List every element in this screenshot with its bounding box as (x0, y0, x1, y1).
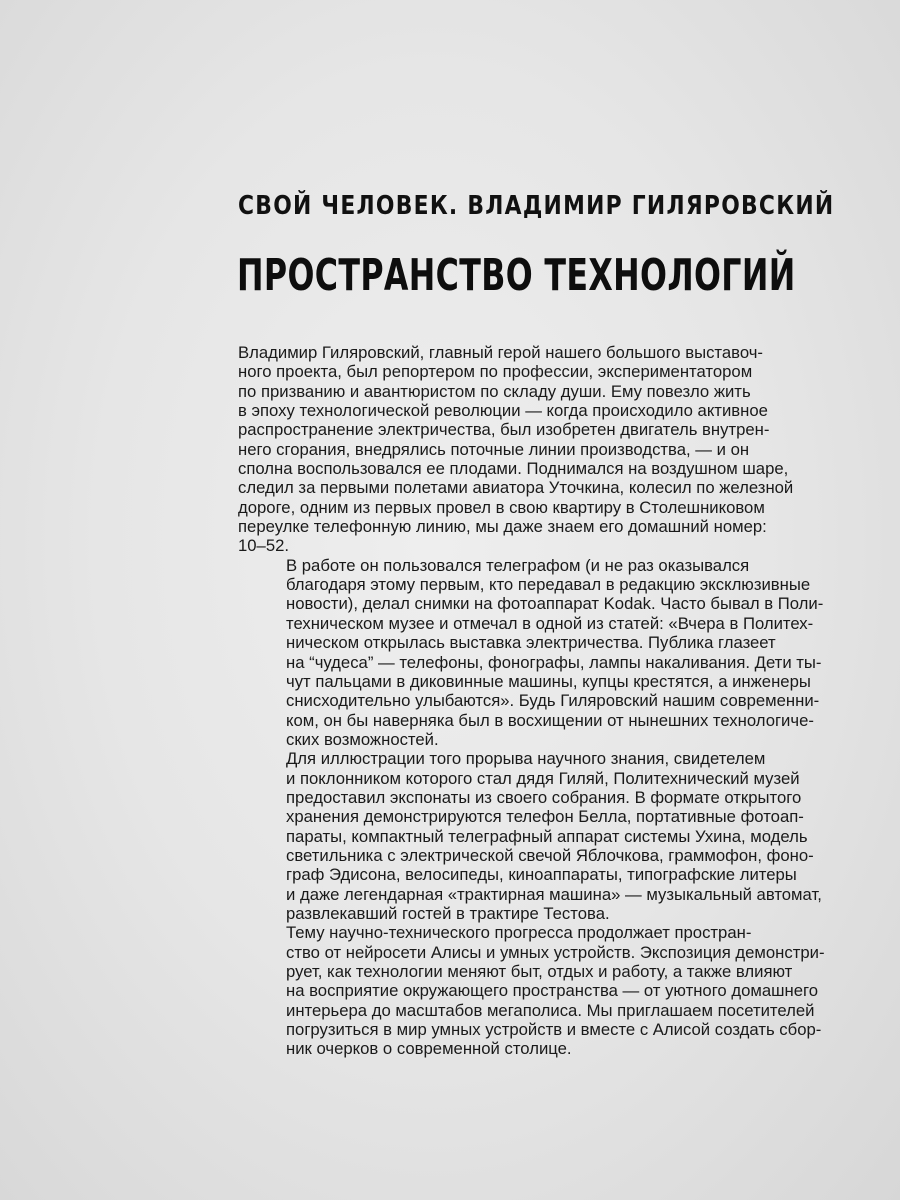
text-line: техническом музее и отмечал в одной из статей: «Вчера в Политех- (286, 613, 814, 633)
text-line: ство от нейросети Алисы и умных устройств. Экспозиция демонстри- (286, 942, 825, 962)
text-line: на “чудеса” — телефоны, фонографы, лампы накаливания. Дети ты- (286, 652, 822, 672)
text-line: ник очерков о современной столице. (286, 1039, 572, 1059)
text-line: чут пальцами в диковинные машины, купцы крестятся, а инженеры (286, 671, 811, 691)
text-line: рует, как технологии меняют быт, отдых и работу, а также влияют (286, 962, 793, 981)
text-line: и поклонником которого стал дядя Гиляй, Политехнический музей (286, 768, 800, 788)
paragraph-intro (238, 343, 794, 556)
text-line: сполна воспользовался ее плодами. Поднимался на воздушном шаре, (238, 459, 789, 479)
text-line: Для иллюстрации того прорыва научного знания, свидетелем (286, 749, 766, 769)
text-line: в эпоху технологической революции — когда происходило активное (238, 401, 768, 421)
text-line: переулке телефонную линию, мы даже знаем его домашний номер: (238, 517, 767, 537)
exhibition-subtitle: СВОЙ ЧЕЛОВЕК. ВЛАДИМИР ГИЛЯРОВСКИЙ (238, 191, 835, 221)
text-line: светильника с электрической свечой Яблочкова, граммофон, фоно- (286, 845, 814, 865)
paragraph-exhibits (238, 749, 822, 923)
text-line: следил за первыми полетами авиатора Уточкина, колесил по железной (238, 478, 794, 498)
text-line: распространение электричества, был изобретен двигатель внутрен- (238, 420, 770, 440)
text-line: граф Эдисона, велосипеды, киноаппараты, типографские литеры (286, 865, 797, 885)
body-text (238, 343, 825, 1059)
text-line: Владимир Гиляровский, главный герой нашего большого выставоч- (238, 343, 763, 362)
exhibition-title: ПРОСТРАНСТВО ТЕХНОЛОГИЙ (237, 250, 796, 301)
text-line: ного проекта, был репортером по профессии, экспериментатором (238, 362, 753, 382)
text-line: благодаря этому первым, кто передавал в редакцию эксклюзивные (286, 575, 811, 595)
text-line: на восприятие окружающего пространства — от уютного домашнего (286, 981, 819, 1001)
text-line: 10–52. (238, 536, 290, 556)
text-line: В работе он пользовался телеграфом (и не раз оказывался (286, 555, 750, 575)
text-line: предоставил экспонаты из своего собрания. В формате открытого (286, 787, 802, 807)
text-line: интерьера до масштабов мегаполиса. Мы приглашаем посетителей (286, 1000, 815, 1020)
paragraph-alice (238, 923, 825, 1059)
text-line: параты, компактный телеграфный аппарат системы Ухина, модель (286, 826, 808, 846)
text-line: хранения демонстрируются телефон Белла, портативные фотоап- (286, 807, 804, 827)
text-line: по призванию и авантюристом по складу души. Ему повезло жить (238, 381, 751, 401)
text-line: Тему научно-технического прогресса продолжает простран- (286, 923, 752, 943)
text-line: снисходительно улыбаются». Будь Гиляровский нашим современни- (286, 691, 820, 711)
text-line: и даже легендарная «трактирная машина» — музыкальный автомат, (286, 884, 822, 904)
text-line: ническом открылась выставка электричества. Публика глазеет (286, 633, 776, 653)
text-line: погрузиться в мир умных устройств и вместе с Алисой создать сбор- (286, 1020, 822, 1040)
paragraph-telegraph (238, 555, 824, 749)
text-line: ских возможностей. (286, 729, 439, 749)
text-line: новости), делал снимки на фотоаппарат Kodak. Часто бывал в Поли- (286, 594, 824, 614)
text-line: развлекавший гостей в трактире Тестова. (286, 903, 610, 923)
text-line: него сгорания, внедрялись поточные линии производства, — и он (238, 439, 750, 459)
text-line: ком, он бы наверняка был в восхищении от нынешних технологиче- (286, 710, 814, 730)
text-line: дороге, одним из первых провел в свою квартиру в Столешниковом (238, 497, 765, 517)
